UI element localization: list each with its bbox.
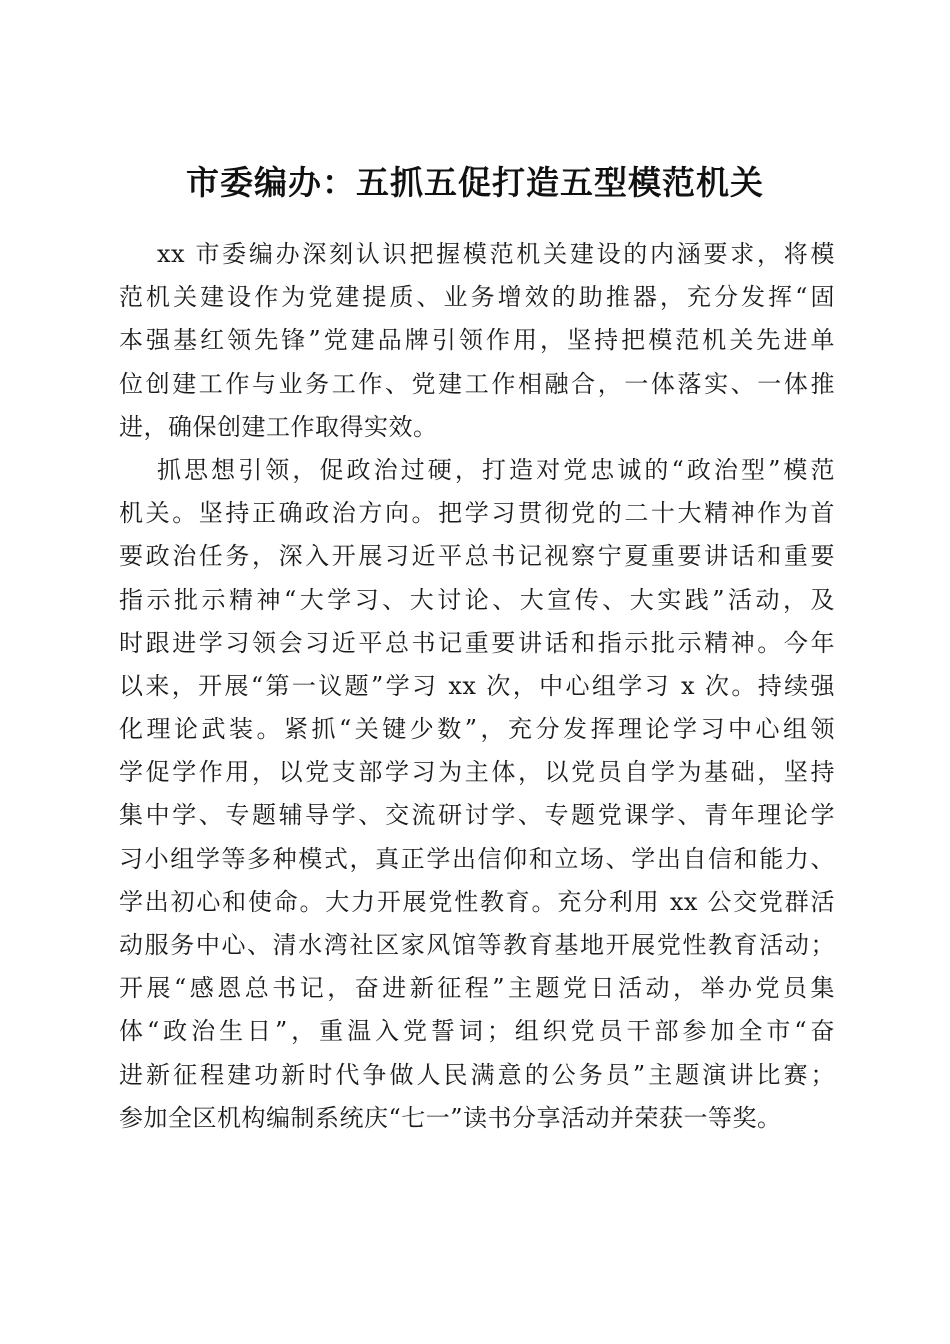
- text-line: 时跟进学习领会习近平总书记重要讲话和指示批示精神。今年: [119, 628, 835, 657]
- text-line: 化理论武装。紧抓“关键少数”，充分发挥理论学习中心组领: [119, 715, 835, 744]
- text-line: 习小组学等多种模式，真正学出信仰和立场、学出自信和能力、: [119, 844, 835, 873]
- text-line: 范机关建设作为党建提质、业务增效的助推器，充分发挥“固: [119, 283, 835, 312]
- text-line: 开展“感恩总书记，奋进新征程”主题党日活动，举办党员集: [119, 974, 835, 1003]
- text-line: 动服务中心、清水湾社区家风馆等教育基地开展党性教育活动；: [119, 931, 835, 959]
- document-title: 市委编办：五抓五促打造五型模范机关: [186, 163, 764, 203]
- document-body: [119, 236, 835, 1143]
- text-line: 学促学作用，以党支部学习为主体，以党员自学为基础，坚持: [119, 758, 835, 787]
- text-line: 指示批示精神“大学习、大讨论、大宣传、大实践”活动，及: [119, 585, 835, 614]
- text-line: 进，确保创建工作取得实效。: [119, 412, 438, 441]
- text-line: 机关。坚持正确政治方向。把学习贯彻党的二十大精神作为首: [119, 499, 835, 528]
- paragraph-political: [119, 452, 835, 1143]
- text-line: 位创建工作与业务工作、党建工作相融合，一体落实、一体推: [119, 369, 835, 398]
- text-line: 学出初心和使命。大力开展党性教育。充分利用 xx 公交党群活: [119, 887, 835, 916]
- text-line: 进新征程建功新时代争做人民满意的公务员”主题演讲比赛；: [119, 1060, 835, 1089]
- text-line: 体“政治生日”，重温入党誓词；组织党员干部参加全市“奋: [119, 1017, 835, 1046]
- text-line: xx 市委编办深刻认识把握模范机关建设的内涵要求，将模: [157, 240, 835, 268]
- text-line: 抓思想引领，促政治过硬，打造对党忠诚的“政治型”模范: [157, 455, 835, 484]
- text-line: 集中学、专题辅导学、交流研讨学、专题党课学、青年理论学: [119, 801, 835, 830]
- text-line: 要政治任务，深入开展习近平总书记视察宁夏重要讲话和重要: [119, 542, 835, 571]
- text-line: 参加全区机构编制系统庆“七一”读书分享活动并荣获一等奖。: [119, 1103, 782, 1132]
- text-line: 以来，开展“第一议题”学习 xx 次，中心组学习 x 次。持续强: [119, 671, 835, 700]
- paragraph-intro: [119, 236, 835, 452]
- text-line: 本强基红领先锋”党建品牌引领作用，坚持把模范机关先进单: [119, 326, 835, 355]
